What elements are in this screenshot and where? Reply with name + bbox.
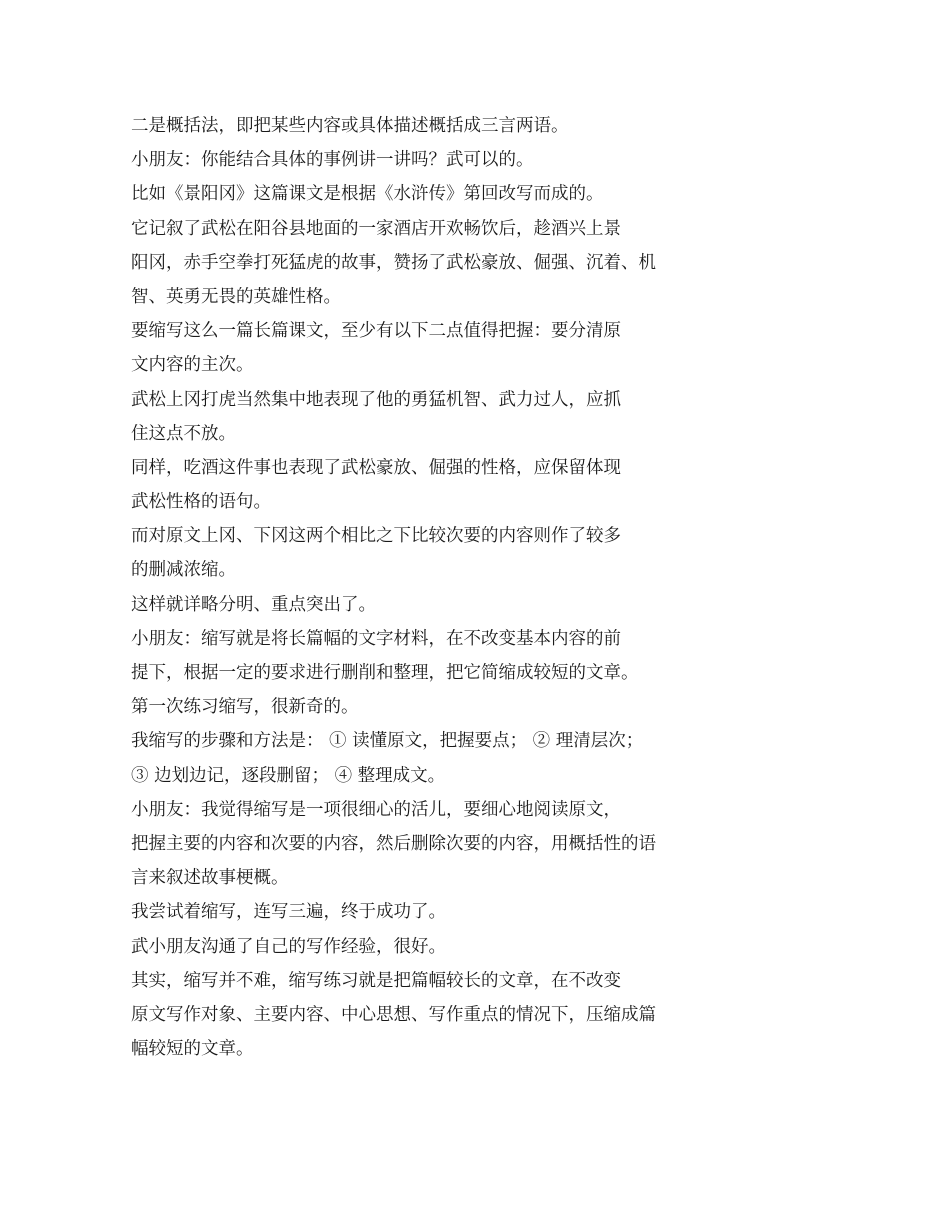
text-line: 小朋友：你能结合具体的事例讲一讲吗？武可以的。 <box>131 150 534 171</box>
text-line: 比如《景阳冈》这篇课文是根据《水浒传》第回改写而成的。 <box>131 184 604 205</box>
text-line: 住这点不放。 <box>131 423 236 444</box>
text-line: 幅较短的文章。 <box>131 1039 254 1060</box>
document-body <box>131 109 831 1066</box>
text-line: 要缩写这么一篇长篇课文，至少有以下二点值得把握：要分清原 <box>131 321 621 342</box>
text-line: 文内容的主次。 <box>131 355 254 376</box>
text-line: 第一次练习缩写，很新奇的。 <box>131 697 359 718</box>
text-line: 把握主要的内容和次要的内容，然后删除次要的内容，用概括性的语 <box>131 833 656 854</box>
text-line: 小朋友：我觉得缩写是一项很细心的活儿，要细心地阅读原文， <box>131 799 621 820</box>
text-line: 的删减浓缩。 <box>131 560 236 581</box>
text-line: 武小朋友沟通了自己的写作经验，很好。 <box>131 936 446 957</box>
text-line: 智、英勇无畏的英雄性格。 <box>131 286 341 307</box>
text-line: 它记叙了武松在阳谷县地面的一家酒店开欢畅饮后，趁酒兴上景 <box>131 218 621 239</box>
text-line: 我缩写的步骤和方法是： ① 读懂原文，把握要点； ② 理清层次； <box>131 731 644 752</box>
text-line: 其实，缩写并不难，缩写练习就是把篇幅较长的文章，在不改变 <box>131 970 621 991</box>
text-line: 提下，根据一定的要求进行删削和整理，把它简缩成较短的文章。 <box>131 663 639 683</box>
text-line: 二是概括法，即把某些内容或具体描述概括成三言两语。 <box>131 116 569 136</box>
text-line: 我尝试着缩写，连写三遍，终于成功了。 <box>131 902 446 923</box>
text-line: 武松性格的语句。 <box>131 492 271 513</box>
text-line: 小朋友：缩写就是将长篇幅的文字材料，在不改变基本内容的前 <box>131 628 621 649</box>
text-line: 这样就详略分明、重点突出了。 <box>131 594 376 615</box>
text-line: 言来叙述故事梗概。 <box>131 868 289 889</box>
text-line: 阳冈，赤手空拳打死猛虎的故事，赞扬了武松豪放、倔强、沉着、机 <box>131 252 656 273</box>
text-line: 而对原文上冈、下冈这两个相比之下比较次要的内容则作了较多 <box>131 526 621 547</box>
text-line: 原文写作对象、主要内容、中心思想、写作重点的情况下，压缩成篇 <box>131 1004 656 1025</box>
text-line: 武松上冈打虎当然集中地表现了他的勇猛机智、武力过人，应抓 <box>131 389 621 410</box>
text-line: 同样，吃酒这件事也表现了武松豪放、倔强的性格，应保留体现 <box>131 457 621 478</box>
text-line: ③ 边划边记，逐段删留； ④ 整理成文。 <box>131 765 446 786</box>
